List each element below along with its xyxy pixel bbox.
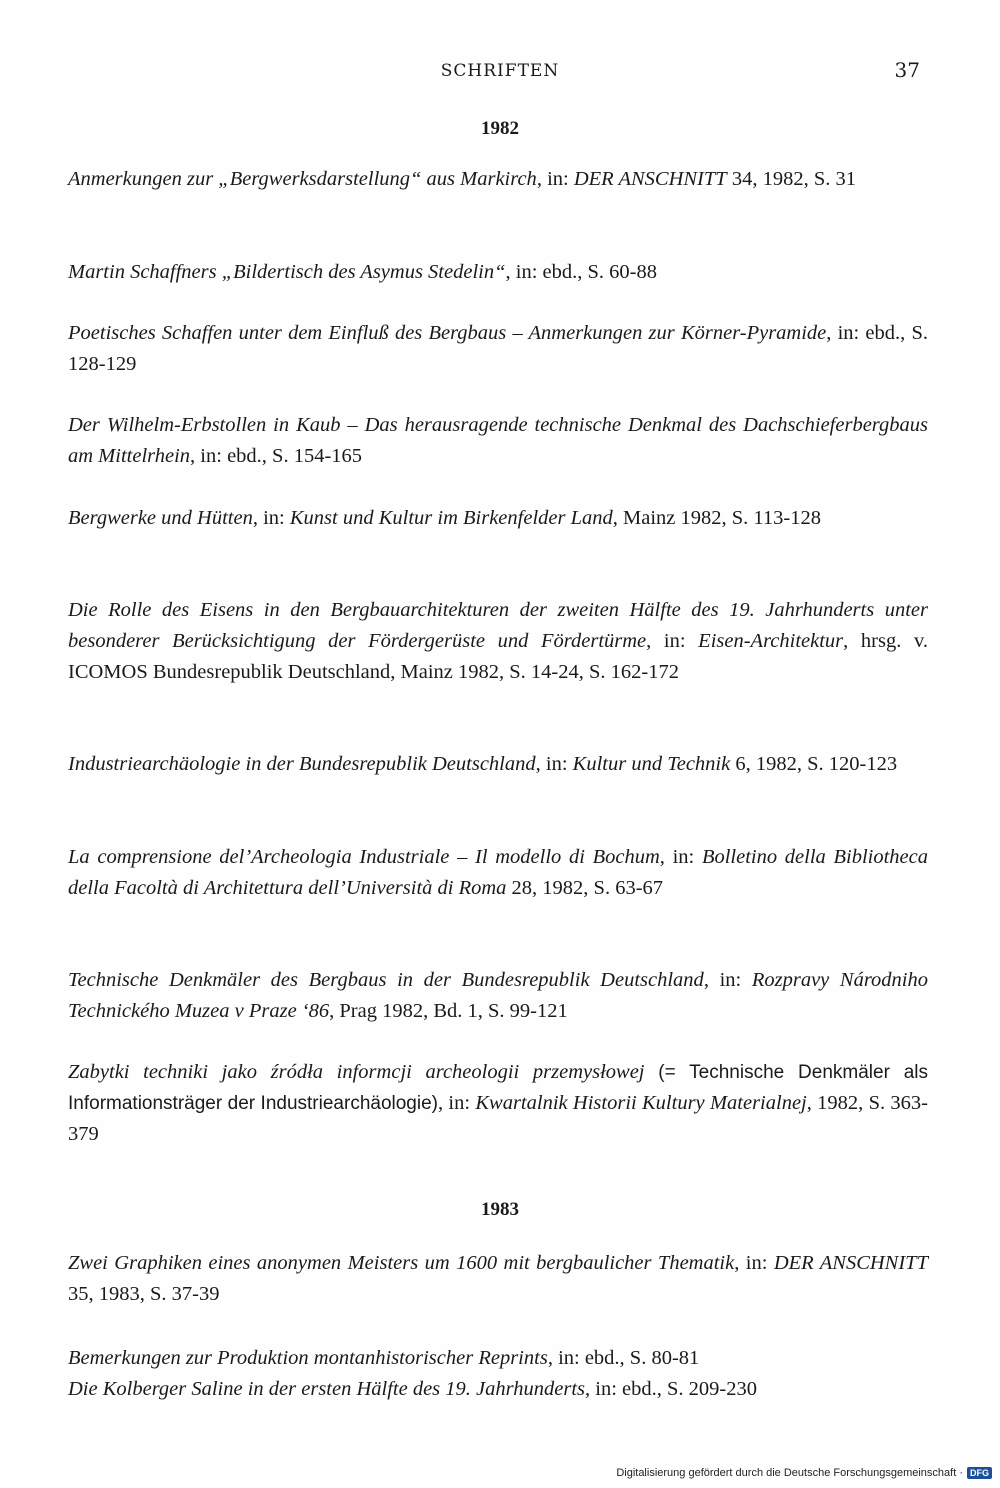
bibliography-entry — [68, 595, 928, 688]
entry-text: , in: — [437, 1092, 476, 1114]
entry-title-italic: Anmerkungen zur „Bergwerksdarstellung“ aus Markirch — [68, 168, 537, 190]
entry-title-italic: Technische Denkmäler des Bergbaus in der Bundesrepublik Deutschland — [68, 969, 704, 991]
entry-title-italic: Eisen-Architektur — [698, 630, 844, 652]
entry-text: , in: ebd., S. 209-230 — [585, 1378, 757, 1400]
bibliography-entry — [68, 318, 928, 380]
entry-text: , 1982, S. 363-379 — [68, 1092, 928, 1145]
digitization-notice — [616, 1464, 992, 1482]
entry-title-italic: Martin Schaffners „Bildertisch des Asymus Stedelin“ — [68, 261, 506, 283]
running-head — [0, 58, 1000, 88]
bibliography-entry — [68, 257, 928, 288]
entry-title-italic: Bolletino della Bibliotheca della Facoltà di Architettura dell’Università di Roma — [68, 846, 928, 899]
entry-text: , in: — [536, 168, 574, 190]
entry-text: 28, 1982, S. 63-67 — [506, 877, 664, 899]
bibliography-entry — [68, 965, 928, 1027]
entry-title-italic: Kwartalnik Historii Kultury Materialnej — [475, 1092, 807, 1114]
entry-text: , in: — [252, 507, 290, 529]
entry-text: , in: ebd., S. 128-129 — [68, 322, 928, 375]
entry-title-italic: Kunst und Kultur im Birkenfelder Land — [289, 507, 613, 529]
entry-text: (= Technische Denkmäler als Informationsträger der Industriearchäologie) — [68, 1062, 928, 1114]
entry-text: 35, 1983, S. 37-39 — [68, 1283, 220, 1305]
entry-title-italic: Zwei Graphiken eines anonymen Meisters um 1600 mit bergbaulicher Thematik — [68, 1252, 735, 1274]
entry-text: , in: ebd., S. 154-165 — [190, 445, 363, 467]
bibliography-entry — [68, 503, 928, 534]
entry-text: 34, 1982, S. 31 — [726, 168, 856, 190]
bibliography-entry — [68, 842, 928, 904]
bibliography-entry — [68, 164, 928, 195]
entry-title-italic: Zabytki techniki jako źródła informcji archeologii przemysłowej — [68, 1061, 645, 1083]
entry-text: , Mainz 1982, S. 113-128 — [612, 507, 821, 529]
entry-text: , in: — [734, 1252, 774, 1274]
entry-title-italic: DER ANSCHNITT — [573, 168, 727, 190]
page-number: 37 — [894, 58, 920, 82]
entry-text: , in: ebd., S. 80-81 — [547, 1347, 700, 1369]
entry-text: , in: — [646, 630, 699, 652]
entry-text: , Prag 1982, Bd. 1, S. 99-121 — [329, 1000, 568, 1022]
entry-title-italic: Die Kolberger Saline in der ersten Hälfte des 19. Jahrhunderts — [68, 1378, 585, 1400]
bibliography-entry — [68, 1343, 928, 1374]
bibliography-entry — [68, 1248, 928, 1310]
year-heading: 1983 — [481, 1199, 519, 1220]
entry-text: , hrsg. v. ICOMOS Bundesrepublik Deutschland, Mainz 1982, S. 14-24, S. 162-172 — [68, 630, 928, 683]
entry-title-italic: Bemerkungen zur Produktion montanhistorischer Reprints — [68, 1347, 548, 1369]
dfg-logo: DFG — [967, 1467, 992, 1479]
entry-title-italic: Die Rolle des Eisens in den Bergbauarchitekturen der zweiten Hälfte des 19. Jahrhunderts unter besonderer Berücksichtigung der Fördergerüste und Fördertürme — [68, 599, 928, 652]
bibliography-entry — [68, 410, 928, 472]
entry-text: 6, 1982, S. 120-123 — [730, 753, 898, 775]
bibliography-entry — [68, 1057, 928, 1150]
entry-text: , in: ebd., S. 60-88 — [505, 261, 657, 283]
entry-title-italic: La comprensione del’Archeologia Industriale – Il modello di Bochum — [68, 846, 660, 868]
entry-text: , in: — [659, 846, 702, 868]
entry-title-italic: DER ANSCHNITT — [773, 1252, 928, 1274]
entry-title-italic: Industriearchäologie in der Bundesrepublik Deutschland — [68, 753, 536, 775]
bibliography-entry — [68, 1374, 928, 1405]
entry-title-italic: Rozpravy Národniho Technického Muzea v Praze ‘86 — [68, 969, 929, 1022]
bibliography-entry — [68, 749, 928, 780]
entry-title-italic: Der Wilhelm-Erbstollen in Kaub – Das herausragende technische Denkmal des Dachschieferbergbaus am Mittelrhein — [68, 414, 928, 467]
footer-text: Digitalisierung gefördert durch die Deutsche Forschungsgemeinschaft · — [616, 1467, 963, 1479]
entry-title-italic: Poetisches Schaffen unter dem Einfluß des Bergbaus – Anmerkungen zur Körner-Pyramide — [68, 322, 827, 344]
entry-title-italic: Kultur und Technik — [572, 753, 731, 775]
running-title: SCHRIFTEN — [440, 61, 560, 81]
entry-title-italic: Bergwerke und Hütten — [68, 507, 253, 529]
year-heading: 1982 — [481, 118, 519, 139]
entry-text: , in: — [703, 969, 752, 991]
entry-text: , in: — [535, 753, 573, 775]
